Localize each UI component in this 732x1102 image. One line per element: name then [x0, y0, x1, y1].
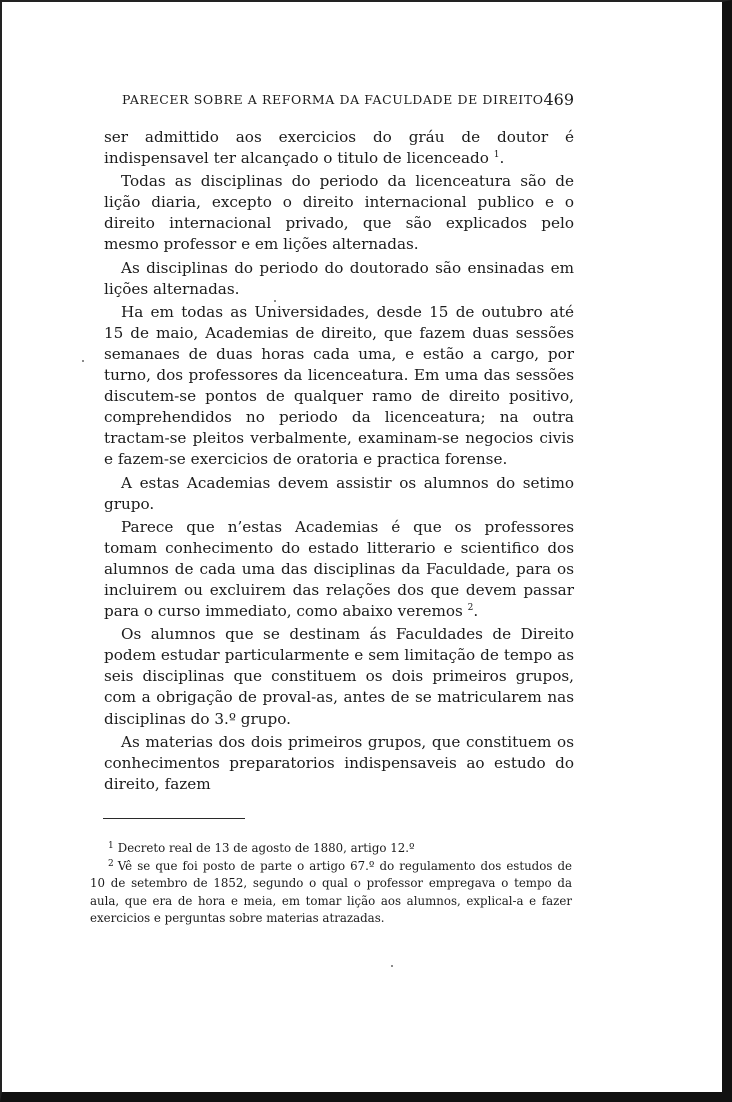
footnote-2	[90, 858, 572, 928]
page-number: 469	[543, 90, 574, 109]
footnote-ref-1: 1	[493, 150, 500, 161]
paragraph-3: As disciplinas do periodo do doutorado são ensinadas em lições alternadas.	[104, 258, 574, 298]
paper-speck	[274, 300, 276, 302]
main-text	[104, 127, 574, 797]
footnote-1	[90, 840, 572, 858]
paragraph-8: As materias dos dois primeiros grupos, que constituem os conhecimentos preparatorios indispensaveis ao estudo do direito, fazem	[104, 732, 574, 793]
paragraph-1-text: ser admittido aos exercicios do gráu de doutor é indispensavel ter alcançado o titulo de licenceado	[104, 128, 574, 168]
paragraph-4: Ha em todas as Universidades, desde 15 de outubro até 15 de maio, Academias de direito, que fazem duas sessões semanaes de duas horas cada uma, e estão a cargo, por turno, dos professores da licenceatura. Em uma das sessões discutem-se pontos de qualquer ramo de direito positivo, comprehendidos no periodo da licenceatura; na outra tractam-se pleitos verbalmente, examinam-se negocios civis e fazem-se exercicios de oratoria e practica forense.	[104, 302, 574, 469]
paper-speck	[391, 965, 393, 967]
footnote-divider	[103, 818, 245, 819]
footnote-2-text: Vê se que foi posto de parte o artigo 67.º do regulamento dos estudos de 10 de setembro de 1852, segundo o qual o professor empregava o tempo da aula, que era de hora e meia, em tomar lição aos alumnos, explical-a e fazer exercicios e perguntas sobre materias atrazadas.	[90, 858, 572, 926]
paragraph-5: A estas Academias devem assistir os alumnos do setimo grupo.	[104, 473, 574, 513]
footnote-1-mark: 1	[108, 841, 114, 851]
footnote-1-text: Decreto real de 13 de agosto de 1880, artigo 12.º	[117, 841, 415, 855]
paragraph-2: Todas as disciplinas do periodo da licenceatura são de lição diaria, excepto o direito internacional publico e o direito internacional privado, que são explicados pelo mesmo professor e em lições alternadas.	[104, 172, 574, 254]
footnote-2-mark: 2	[108, 858, 114, 869]
paragraph-6	[104, 517, 574, 622]
paragraph-6-text: Parece que n’estas Academias é que os professores tomam conhecimento do estado litterario e scientifico dos alumnos de cada uma das disciplinas da Faculdade, para os incluirem ou excluirem das relações dos que devem passar para o curso immediato, como abaixo veremos	[104, 517, 574, 621]
footnote-ref-2: 2	[467, 603, 474, 614]
paragraph-6-end: .	[473, 602, 479, 621]
paragraph-1-end: .	[499, 149, 505, 168]
paragraph-1	[104, 127, 574, 169]
paper-speck	[82, 360, 84, 362]
paragraph-7: Os alumnos que se destinam ás Faculdades de Direito podem estudar particularmente e sem limitação de tempo as seis disciplinas que constituem os dois primeiros grupos, com a obrigação de proval-as, antes de se matricularem nas disciplinas do 3.º grupo.	[104, 625, 574, 728]
running-header	[122, 92, 574, 107]
footnotes	[90, 840, 572, 928]
running-title: PARECER SOBRE A REFORMA DA FACULDADE DE DIREITO	[122, 92, 544, 107]
